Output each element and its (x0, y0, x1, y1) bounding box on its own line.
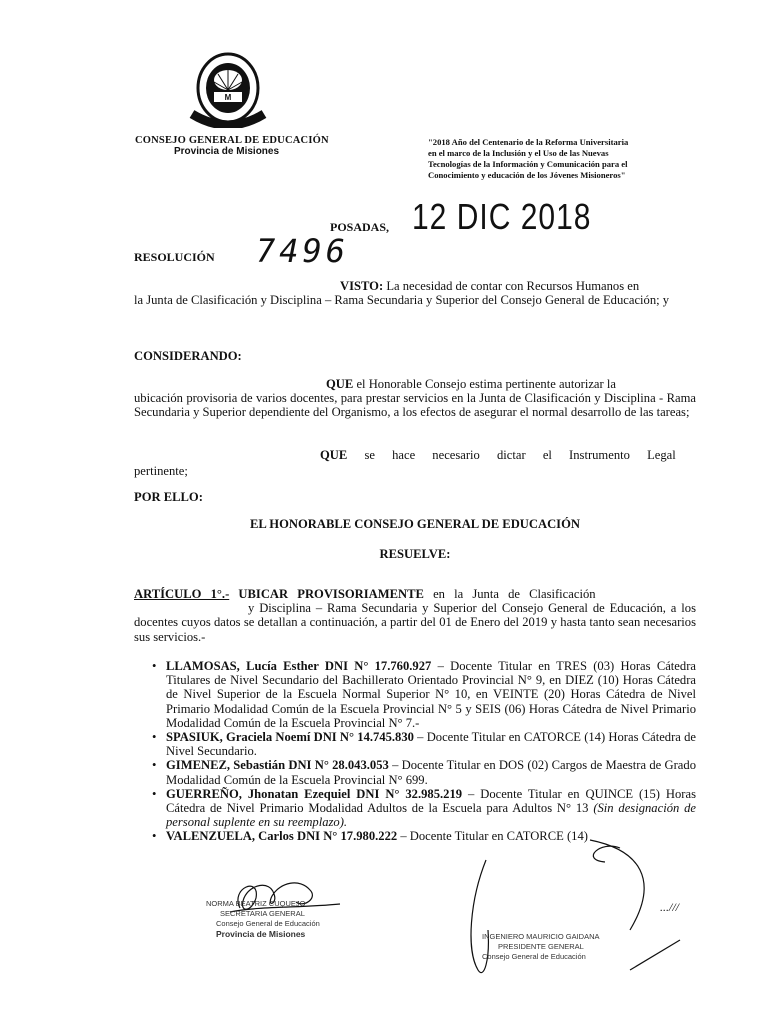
que-label: QUE (320, 448, 348, 462)
list-item: • LLAMOSAS, Lucía Esther DNI N° 17.760.927 – Docente Titular en TRES (03) Horas Cátedra Titulares de Nivel Secundario del Bachillerato Orientado Provincial N° 9, en DIEZ (10) Horas Cátedra de Nivel Superior de la Escuela Normal Superior N° 10, en VEINTE (20) Horas Cátedra de Nivel Primario Modalidad Común de la Escuela Provincial N° 5 y SEIS (06) Horas Cátedra de Nivel Primario Modalidad Común de la Escuela Provincial N° 7.- (152, 659, 696, 730)
article-label: ARTÍCULO 1°.- (134, 587, 230, 601)
organization-name: CONSEJO GENERAL DE EDUCACIÓN (135, 135, 329, 146)
article-1 (134, 587, 696, 644)
que-text: el Honorable Consejo estima pertinente autorizar la (356, 377, 616, 391)
organization-province: Provincia de Misiones (174, 146, 280, 157)
docente-detail: – Docente Titular en CATORCE (14) Horas Cátedra de Nivel Secundario. (166, 730, 696, 759)
considerando-paragraph-2 (134, 448, 696, 478)
stamp-line: SECRETARIA GENERAL (220, 909, 305, 918)
docente-detail: – Docente Titular en QUINCE (15) Horas Cátedra de Nivel Primario Modalidad Adultos de la Escuela para Adultos N° 13 (166, 786, 696, 816)
stamp-line: Consejo General de Educación (216, 919, 320, 928)
signature-right (440, 820, 740, 1000)
stamp-line: Provincia de Misiones (216, 929, 306, 939)
docente-detail: – Docente Titular en TRES (03) Horas Cátedra Titulares de Nivel Secundario del Bachillerato Orientado Provincial N° 9, en DIEZ (10) Horas Cátedra de Nivel Superior de la Escuela Normal Superior N° 10, en VEINTE (20) Horas Cátedra de Nivel Primario Modalidad Común de la Escuela Provincial N° 5 y SEIS (06) Horas Cátedra de Nivel Primario Modalidad Común de la Escuela Provincial N° 7.- (166, 659, 696, 730)
que-text-rest: pertinente; (134, 464, 188, 479)
resolution-number: 7496 (256, 232, 350, 270)
motto-line: Tecnologías de la Información y Comunicación para el (428, 159, 628, 169)
list-item: • GIMENEZ, Sebastián DNI N° 28.043.053 – Docente Titular en DOS (02) Cargos de Maestra de Grado Modalidad Común de la Escuela Provincial N° 699. (152, 758, 696, 787)
docente-detail: – Docente Titular en CATORCE (14) (397, 829, 588, 844)
docente-name: SPASIUK, Graciela Noemí DNI N° 14.745.830 (166, 730, 414, 745)
por-ello-heading: POR ELLO: (134, 490, 203, 504)
docente-name: GIMENEZ, Sebastián DNI N° 28.043.053 (166, 758, 389, 773)
continuation-mark: .../// (660, 900, 680, 914)
article-text-rest: y Disciplina – Rama Secundaria y Superior del Consejo General de Educación, a los docentes cuyos datos se detallan a continuación, a partir del 01 de Enero del 2019 y hasta tanto sean necesarios sus servicios.- (134, 601, 696, 644)
article-action: UBICAR PROVISORIAMENTE (238, 587, 424, 601)
year-motto (428, 137, 728, 181)
motto-line: en el marco de la Inclusión y el Uso de las Nuevas (428, 148, 609, 158)
stamp-line: NORMA BEATRIZ CUQUEJO (206, 899, 306, 908)
motto-line: "2018 Año del Centenario de la Reforma Universitaria (428, 137, 629, 147)
president-stamp (482, 932, 600, 962)
list-item: • GUERREÑO, Jhonatan Ezequiel DNI N° 32.985.219 – Docente Titular en QUINCE (15) Horas Cátedra de Nivel Primario Modalidad Adultos de la Escuela para Adultos N° 13 (Sin designación de personal suplente en su reemplazo). (152, 786, 696, 830)
stamp-line: Consejo General de Educación (482, 952, 586, 961)
visto-label: VISTO: (340, 279, 384, 293)
article-text: en la Junta de Clasificación (433, 587, 596, 601)
docente-name: GUERREÑO, Jhonatan Ezequiel DNI N° 32.985.219 (166, 786, 463, 801)
visto-paragraph (134, 279, 696, 307)
provincial-seal (186, 44, 270, 128)
resuelve-heading: RESUELVE: (379, 547, 451, 561)
motto-line: Conocimiento y educación de los Jóvenes Misioneros" (428, 170, 626, 180)
docente-note: (Sin designación de personal suplente en su reemplazo). (166, 801, 696, 830)
secretary-stamp (206, 899, 320, 939)
stamp-line: INGENIERO MAURICIO GAIDANA (482, 932, 600, 941)
date-stamp: 12 DIC 2018 (412, 198, 592, 238)
que-text: se hace necesario dictar el Instrumento Legal (364, 448, 676, 462)
docente-name: LLAMOSAS, Lucía Esther DNI N° 17.760.927 (166, 659, 432, 673)
considerando-paragraph-1 (134, 377, 696, 420)
docente-name: VALENZUELA, Carlos DNI N° 17.980.222 (166, 829, 398, 844)
list-item: • SPASIUK, Graciela Noemí DNI N° 14.745.830 – Docente Titular en CATORCE (14) Horas Cátedra de Nivel Secundario. (152, 730, 696, 759)
visto-text: La necesidad de contar con Recursos Humanos en (386, 279, 640, 293)
place-label: POSADAS, (330, 220, 390, 234)
svg-text:M: M (224, 93, 232, 102)
docente-detail: – Docente Titular en DOS (02) Cargos de Maestra de Grado Modalidad Común de la Escuela Provincial N° 699. (166, 758, 696, 787)
resolution-label: RESOLUCIÓN (134, 250, 215, 264)
council-heading: EL HONORABLE CONSEJO GENERAL DE EDUCACIÓN (250, 517, 580, 531)
stamp-line: PRESIDENTE GENERAL (498, 942, 584, 951)
que-label: QUE (326, 377, 354, 391)
que-text-rest: ubicación provisoria de varios docentes, para prestar servicios en la Junta de Clasificación y Disciplina - Rama Secundaria y Superior dependiente del Organismo, a los efectos de asegurar el normal desarrollo de las tareas; (134, 391, 696, 420)
considerando-heading: CONSIDERANDO: (134, 349, 242, 363)
visto-text-rest: la Junta de Clasificación y Disciplina – Rama Secundaria y Superior del Consejo General de Educación; y (134, 293, 670, 308)
docentes-list (140, 659, 696, 844)
list-item: • VALENZUELA, Carlos DNI N° 17.980.222 – Docente Titular en CATORCE (14) (152, 829, 588, 844)
